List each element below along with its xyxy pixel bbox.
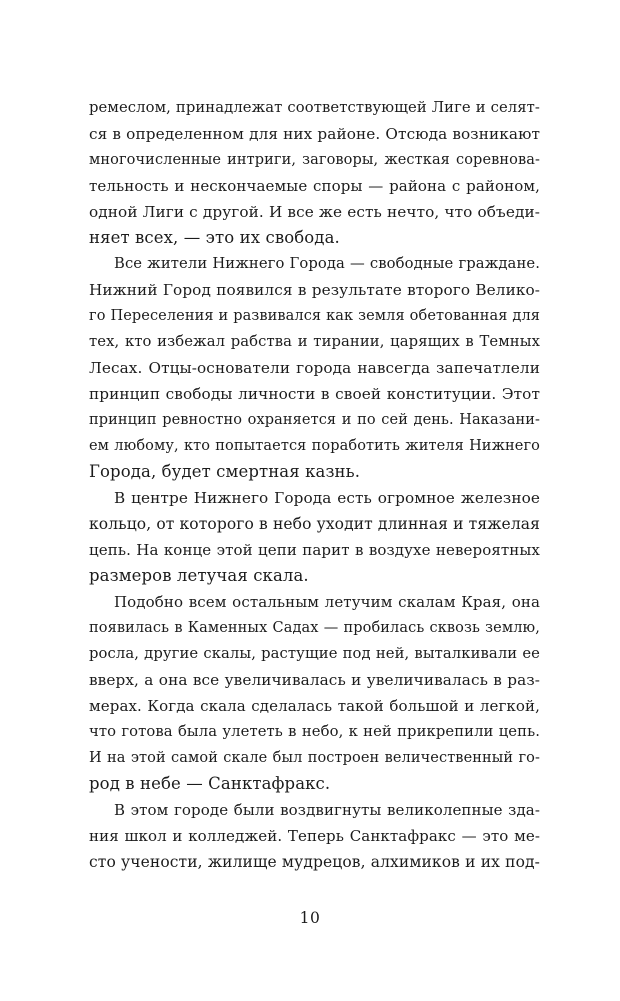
text-line: тех, кто избежал рабства и тирании, царящих в Темных [89,333,540,350]
text-line: Лесах. Отцы-основатели города навсегда запечатлели [89,359,540,377]
text-line: цепь. На конце этой цепи парит в воздухе невероятных [89,541,540,559]
text-line: В центре Нижнего Города есть огромное железное [114,489,540,507]
text-line: Подобно всем остальным летучим скалам Края, она [114,593,540,611]
text-line: ремеслом, принадлежат соответствующей Лиге и селят- [89,99,540,116]
text-line: ния школ и колледжей. Теперь Санктафракс — это ме- [89,827,540,845]
text-line: род в небе — Санктафракс. [89,774,331,793]
text-line: сто учености, жилище мудрецов, алхимиков и их под- [89,853,540,871]
text-line: размеров летучая скала. [89,566,309,585]
text-line: няет всех, — это их свобода. [89,228,340,247]
text-line: появилась в Каменных Садах — пробилась сквозь землю, [89,620,540,636]
text-line: Все жители Нижнего Города — свободные граждане. [114,255,540,272]
text-line: го Переселения и развивался как земля обетованная для [89,308,540,324]
text-line: Города, будет смертная казнь. [89,462,361,481]
page-number: 10 [299,909,321,927]
text-line: кольцо, от которого в небо уходит длинная и тяжелая [89,515,540,533]
text-line: одной Лиги с другой. И все же есть нечто, что объеди- [89,203,540,221]
text-line: тельность и нескончаемые споры — района с районом, [89,177,540,195]
text-line: ем любому, кто попытается поработить жителя Нижнего [89,438,540,454]
text-line: ся в определенном для них районе. Отсюда возникают [89,125,540,143]
text-line: Нижний Город появился в результате второго Велико- [89,281,540,299]
text-line: вверх, а она все увеличивалась и увеличивалась в раз- [89,671,540,689]
text-line: принцип свободы личности в своей конституции. Этот [89,385,540,403]
text-line: принцип ревностно охраняется и по сей день. Наказани- [89,412,540,428]
text-line: И на этой самой скале был построен величественный го- [89,750,540,766]
text-line: что готова была улететь в небо, к ней прикрепили цепь. [89,723,540,740]
text-line: росла, другие скалы, растущие под ней, выталкивали ее [89,645,540,662]
text-line: мерах. Когда скала сделалась такой большой и легкой, [89,697,540,715]
text-line: многочисленные интриги, заговоры, жесткая соревнова- [89,152,540,168]
text-line: В этом городе были воздвигнуты великолепные зда- [114,801,540,819]
